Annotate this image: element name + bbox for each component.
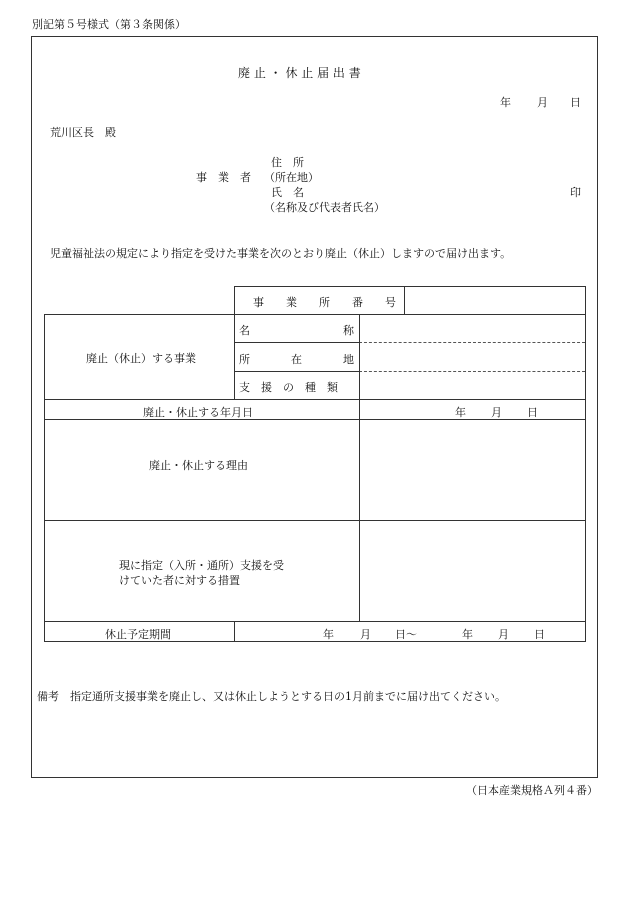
note: 備考 指定通所支援事業を廃止し、又は休止しようとする日の1月前までに届け出てください。	[37, 690, 506, 703]
table-rule-dashed	[359, 371, 585, 372]
name-label-right: 称	[343, 324, 354, 337]
seal-mark: 印	[570, 186, 581, 199]
table-rule	[44, 399, 586, 400]
date-row-day: 日	[527, 406, 538, 419]
paper-size-note: （日本産業規格Ａ列４番）	[466, 784, 598, 797]
form-frame	[31, 36, 598, 778]
period-label: 休止予定期間	[105, 628, 171, 641]
table-rule	[44, 621, 586, 622]
date-row-label: 廃止・休止する年月日	[143, 406, 253, 419]
period-to-month: 月	[498, 628, 509, 641]
date-month: 月	[537, 96, 548, 109]
address-sub: （所在地）	[264, 171, 319, 184]
table-rule	[234, 371, 359, 372]
name-label: 氏 名	[271, 186, 304, 199]
document-title: 廃 止 ・ 休 止 届 出 書	[238, 66, 361, 80]
period-from-month: 月	[360, 628, 371, 641]
statement: 児童福祉法の規定により指定を受けた事業を次のとおり廃止（休止）しますので届け出ます。	[50, 247, 512, 260]
table-rule	[44, 314, 45, 642]
table-rule	[359, 314, 360, 621]
form-number: 別記第５号様式（第３条関係）	[32, 18, 186, 31]
addressee: 荒川区長 殿	[50, 126, 116, 139]
table-rule	[234, 286, 586, 287]
date-year: 年	[500, 96, 511, 109]
support-type-label: 支 援 の 種 類	[239, 381, 338, 394]
table-rule	[234, 621, 235, 642]
date-day: 日	[570, 96, 581, 109]
table-rule	[44, 520, 586, 521]
table-rule-dashed	[359, 342, 585, 343]
location-label-3: 地	[343, 353, 354, 366]
period-to-day: 日	[534, 628, 545, 641]
date-row-month: 月	[491, 406, 502, 419]
business-label: 廃止（休止）する事業	[86, 352, 196, 365]
location-label-2: 在	[291, 353, 302, 366]
period-from-day: 日～	[395, 628, 417, 641]
table-rule	[44, 314, 586, 315]
measures-label-line1: 現に指定（入所・通所）支援を受	[119, 559, 284, 572]
office-number-label: 事 業 所 番 号	[253, 296, 396, 309]
table-rule	[234, 286, 235, 315]
name-sub: （名称及び代表者氏名）	[264, 201, 385, 214]
table-rule	[44, 419, 586, 420]
table-rule	[585, 286, 586, 642]
location-label-1: 所	[239, 353, 250, 366]
reason-label: 廃止・休止する理由	[149, 459, 248, 472]
period-from-year: 年	[323, 628, 334, 641]
applicant-role: 事 業 者	[196, 171, 251, 184]
measures-label-line2: けていた者に対する措置	[119, 574, 240, 587]
address-label: 住 所	[271, 156, 304, 169]
name-label-left: 名	[239, 324, 250, 337]
date-row-year: 年	[455, 406, 466, 419]
period-to-year: 年	[462, 628, 473, 641]
table-rule	[234, 314, 235, 400]
table-rule	[234, 342, 359, 343]
table-rule	[404, 286, 405, 315]
